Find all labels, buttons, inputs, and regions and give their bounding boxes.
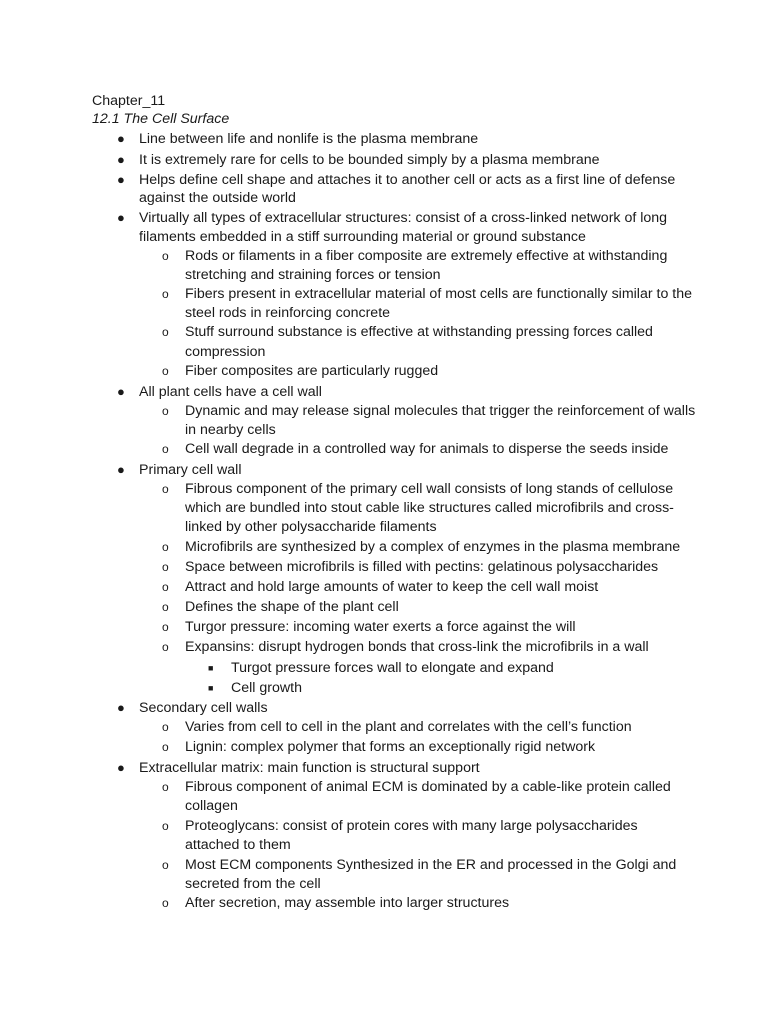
sub-list-item: Lignin: complex polymer that forms an exceptionally rigid network — [185, 739, 596, 755]
sub-sub-list-item: Cell growth — [231, 680, 302, 696]
sub-list-item: Defines the shape of the plant cell — [185, 599, 399, 615]
sub-bullet-marker: o — [162, 780, 169, 794]
sub-list-item: Fibers present in extracellular material of most cells are functionally similar to the — [185, 286, 693, 302]
bullet-marker: ● — [117, 131, 125, 146]
sub-bullet-marker: o — [162, 740, 169, 754]
sub-bullet-marker: o — [162, 620, 169, 634]
sub-list-item: Varies from cell to cell in the plant and correlates with the cell’s function — [185, 719, 632, 735]
sub-list-item-continuation: in nearby cells — [185, 422, 276, 438]
sub-list-item: Microfibrils are synthesized by a complex of enzymes in the plasma membrane — [185, 539, 681, 555]
list-item: Line between life and nonlife is the plasma membrane — [139, 131, 479, 147]
bullet-marker: ● — [117, 210, 125, 225]
bullet-marker: ● — [117, 384, 125, 399]
sub-list-item: Stuff surround substance is effective at withstanding pressing forces called — [185, 324, 653, 340]
list-item: Extracellular matrix: main function is structural support — [139, 760, 480, 776]
square-bullet-marker: ■ — [208, 663, 214, 673]
sub-list-item: Proteoglycans: consist of protein cores with many large polysaccharides — [185, 818, 638, 834]
sub-list-item: Dynamic and may release signal molecules that trigger the reinforcement of walls — [185, 403, 696, 419]
sub-bullet-marker: o — [162, 640, 169, 654]
sub-bullet-marker: o — [162, 600, 169, 614]
sub-list-item: Expansins: disrupt hydrogen bonds that cross-link the microfibrils in a wall — [185, 639, 649, 655]
list-item: Virtually all types of extracellular structures: consist of a cross-linked network of long — [139, 210, 668, 226]
sub-bullet-marker: o — [162, 540, 169, 554]
sub-list-item: Fibrous component of the primary cell wall consists of long stands of cellulose — [185, 481, 674, 497]
sub-list-item-continuation: attached to them — [185, 837, 291, 853]
sub-list-item-continuation: secreted from the cell — [185, 876, 321, 892]
bullet-marker: ● — [117, 760, 125, 775]
sub-list-item-continuation: collagen — [185, 798, 238, 814]
list-item: Secondary cell walls — [139, 700, 268, 716]
sub-bullet-marker: o — [162, 287, 169, 301]
sub-list-item: Fibrous component of animal ECM is dominated by a cable-like protein called — [185, 779, 671, 795]
sub-sub-list-item: Turgot pressure forces wall to elongate and expand — [231, 660, 554, 676]
bullet-marker: ● — [117, 172, 125, 187]
list-item: All plant cells have a cell wall — [139, 384, 322, 400]
sub-bullet-marker: o — [162, 482, 169, 496]
sub-bullet-marker: o — [162, 249, 169, 263]
sub-bullet-marker: o — [162, 720, 169, 734]
bullet-marker: ● — [117, 462, 125, 477]
sub-list-item: Fiber composites are particularly rugged — [185, 363, 439, 379]
list-item-continuation: filaments embedded in a stiff surrounding material or ground substance — [139, 229, 586, 245]
sub-bullet-marker: o — [162, 580, 169, 594]
sub-bullet-marker: o — [162, 858, 169, 872]
bullet-marker: ● — [117, 700, 125, 715]
section-heading: 12.1 The Cell Surface — [92, 111, 230, 127]
chapter-heading: Chapter_11 — [92, 93, 166, 109]
bullet-marker: ● — [117, 152, 125, 167]
list-item: It is extremely rare for cells to be bounded simply by a plasma membrane — [139, 152, 600, 168]
sub-list-item-continuation: linked by other polysaccharide filaments — [185, 519, 437, 535]
sub-list-item-continuation: steel rods in reinforcing concrete — [185, 305, 391, 321]
list-item-continuation: against the outside world — [139, 190, 296, 206]
sub-bullet-marker: o — [162, 819, 169, 833]
sub-bullet-marker: o — [162, 325, 169, 339]
sub-list-item: After secretion, may assemble into larger structures — [185, 895, 510, 911]
sub-list-item: Attract and hold large amounts of water to keep the cell wall moist — [185, 579, 599, 595]
sub-list-item-continuation: stretching and straining forces or tension — [185, 267, 441, 283]
sub-list-item-continuation: compression — [185, 344, 266, 360]
sub-bullet-marker: o — [162, 404, 169, 418]
sub-list-item: Cell wall degrade in a controlled way for animals to disperse the seeds inside — [185, 441, 669, 457]
list-item: Helps define cell shape and attaches it to another cell or acts as a first line of defense — [139, 172, 676, 188]
sub-bullet-marker: o — [162, 560, 169, 574]
sub-list-item-continuation: which are bundled into stout cable like structures called microfibrils and cross- — [185, 500, 674, 516]
square-bullet-marker: ■ — [208, 683, 214, 693]
sub-bullet-marker: o — [162, 364, 169, 378]
list-item: Primary cell wall — [139, 462, 242, 478]
sub-list-item: Rods or filaments in a fiber composite are extremely effective at withstanding — [185, 248, 668, 264]
sub-list-item: Space between microfibrils is filled with pectins: gelatinous polysaccharides — [185, 559, 659, 575]
sub-list-item: Most ECM components Synthesized in the ER and processed in the Golgi and — [185, 857, 677, 873]
sub-bullet-marker: o — [162, 896, 169, 910]
sub-list-item: Turgor pressure: incoming water exerts a force against the will — [185, 619, 576, 635]
sub-bullet-marker: o — [162, 442, 169, 456]
